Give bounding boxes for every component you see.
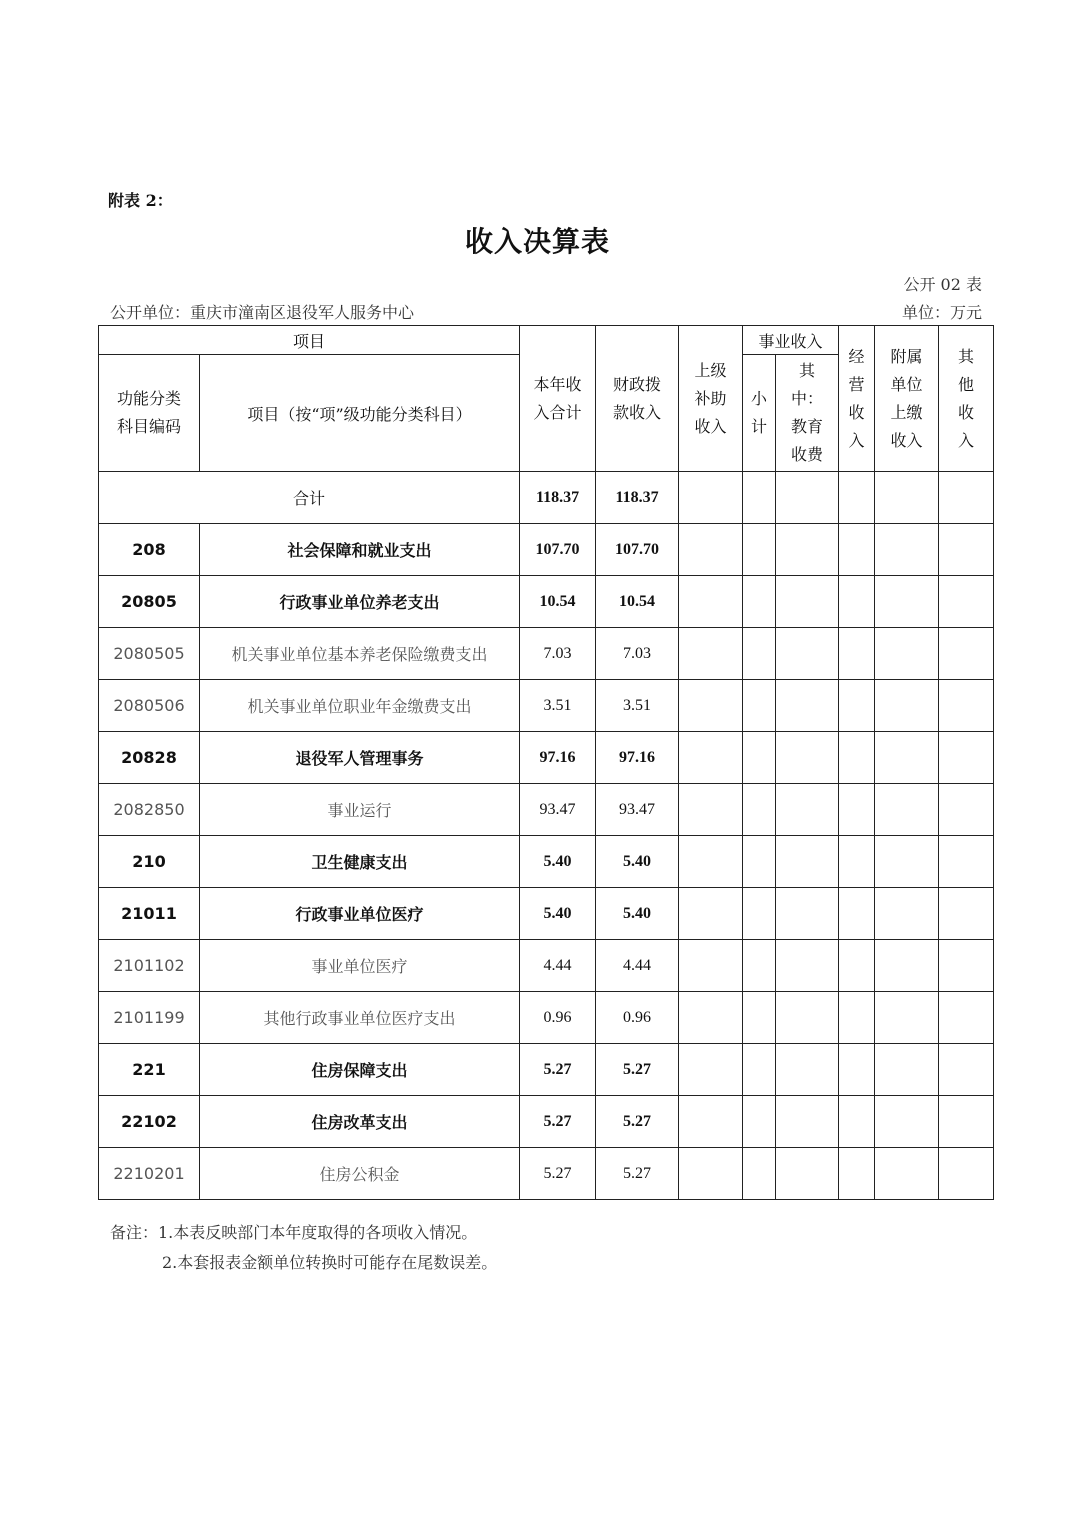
- empty-cell: [875, 940, 939, 992]
- empty-cell: [875, 732, 939, 784]
- project-name-cell: 行政事业单位医疗: [200, 888, 520, 940]
- empty-cell: [679, 628, 743, 680]
- empty-cell: [743, 1044, 776, 1096]
- project-name-cell: 行政事业单位养老支出: [200, 576, 520, 628]
- empty-cell: [776, 888, 839, 940]
- fiscal-allocation-cell: 3.51: [596, 680, 679, 732]
- empty-cell: [679, 732, 743, 784]
- empty-cell: [776, 576, 839, 628]
- data-rows: [99, 524, 994, 1200]
- empty-cell: [679, 472, 743, 524]
- header-total-income: [520, 326, 596, 472]
- empty-cell: [776, 732, 839, 784]
- empty-cell: [743, 472, 776, 524]
- currency-unit: 单位：万元: [901, 303, 982, 322]
- empty-cell: [776, 472, 839, 524]
- header-function-code-text: 功能分类科目编码: [116, 389, 181, 436]
- empty-cell: [875, 836, 939, 888]
- fiscal-allocation-cell: 5.27: [596, 1148, 679, 1200]
- function-code-cell: 2101102: [99, 940, 200, 992]
- fiscal-allocation-cell: 10.54: [596, 576, 679, 628]
- header-total-income-text: 本年收入合计: [533, 374, 582, 422]
- function-code-cell: 22102: [99, 1096, 200, 1148]
- header-superior-subsidy: [679, 326, 743, 472]
- empty-cell: [839, 888, 875, 940]
- empty-cell: [776, 628, 839, 680]
- empty-cell: [743, 732, 776, 784]
- empty-cell: [743, 940, 776, 992]
- function-code-cell: 2101199: [99, 992, 200, 1044]
- empty-cell: [743, 524, 776, 576]
- function-code-cell: 20805: [99, 576, 200, 628]
- table-row: [99, 524, 994, 576]
- empty-cell: [743, 680, 776, 732]
- empty-cell: [839, 524, 875, 576]
- empty-cell: [776, 1096, 839, 1148]
- empty-cell: [939, 836, 994, 888]
- total-fiscal-value: 118.37: [596, 472, 679, 524]
- empty-cell: [875, 680, 939, 732]
- table-row: [99, 1096, 994, 1148]
- fiscal-allocation-cell: 5.27: [596, 1044, 679, 1096]
- empty-cell: [939, 992, 994, 1044]
- function-code-cell: 221: [99, 1044, 200, 1096]
- empty-cell: [939, 732, 994, 784]
- empty-cell: [776, 784, 839, 836]
- function-code-cell: 2082850: [99, 784, 200, 836]
- total-income-cell: 7.03: [520, 628, 596, 680]
- attachment-label: 附表 2：: [108, 191, 173, 210]
- total-income-cell: 5.27: [520, 1096, 596, 1148]
- table-row: [99, 940, 994, 992]
- table-row: [99, 784, 994, 836]
- empty-cell: [939, 472, 994, 524]
- fiscal-allocation-cell: 107.70: [596, 524, 679, 576]
- project-name-cell: 机关事业单位职业年金缴费支出: [200, 680, 520, 732]
- header-subtotal-text: 小计: [751, 389, 768, 436]
- fiscal-allocation-cell: 97.16: [596, 732, 679, 784]
- empty-cell: [839, 576, 875, 628]
- empty-cell: [875, 472, 939, 524]
- project-name-cell: 事业运行: [200, 784, 520, 836]
- empty-cell: [875, 888, 939, 940]
- total-income-cell: 3.51: [520, 680, 596, 732]
- page-title: 收入决算表: [464, 225, 610, 258]
- empty-cell: [776, 524, 839, 576]
- empty-cell: [875, 524, 939, 576]
- header-superior-subsidy-text: 上级补助收入: [694, 360, 727, 436]
- header-operating-income: [839, 326, 875, 472]
- empty-cell: [839, 732, 875, 784]
- header-fiscal-allocation: [596, 326, 679, 472]
- function-code-cell: 2210201: [99, 1148, 200, 1200]
- empty-cell: [839, 472, 875, 524]
- header-project: 项目: [99, 326, 520, 355]
- empty-cell: [776, 940, 839, 992]
- empty-cell: [776, 680, 839, 732]
- fiscal-allocation-cell: 5.27: [596, 1096, 679, 1148]
- table-row: [99, 732, 994, 784]
- total-income-cell: 93.47: [520, 784, 596, 836]
- function-code-cell: 21011: [99, 888, 200, 940]
- total-income-cell: 5.27: [520, 1148, 596, 1200]
- header-business-income: 事业收入: [743, 326, 839, 355]
- empty-cell: [679, 576, 743, 628]
- empty-cell: [839, 1148, 875, 1200]
- empty-cell: [776, 992, 839, 1044]
- total-income-cell: 5.27: [520, 1044, 596, 1096]
- table-row: [99, 576, 994, 628]
- fiscal-allocation-cell: 4.44: [596, 940, 679, 992]
- function-code-cell: 210: [99, 836, 200, 888]
- table-header: [99, 326, 994, 472]
- header-affiliated-units-text: 附属单位上缴收入: [890, 346, 923, 450]
- empty-cell: [875, 992, 939, 1044]
- empty-cell: [875, 1148, 939, 1200]
- project-name-cell: 住房公积金: [200, 1148, 520, 1200]
- empty-cell: [875, 1044, 939, 1096]
- header-project-item: 项目（按“项”级功能分类科目）: [200, 355, 520, 472]
- empty-cell: [875, 784, 939, 836]
- empty-cell: [875, 628, 939, 680]
- empty-cell: [839, 940, 875, 992]
- header-education-fees: [776, 355, 839, 472]
- empty-cell: [839, 1096, 875, 1148]
- reporting-unit: 公开单位：重庆市潼南区退役军人服务中心: [110, 303, 415, 322]
- empty-cell: [939, 784, 994, 836]
- empty-cell: [939, 1148, 994, 1200]
- header-subtotal: [743, 355, 776, 472]
- table-row: [99, 1044, 994, 1096]
- empty-cell: [679, 888, 743, 940]
- total-income-cell: 10.54: [520, 576, 596, 628]
- table-row: [99, 680, 994, 732]
- total-row: [99, 472, 994, 524]
- table-row: [99, 836, 994, 888]
- empty-cell: [939, 680, 994, 732]
- empty-cell: [776, 1148, 839, 1200]
- income-table: [98, 325, 994, 1200]
- header-other-income-text: 其他收入: [958, 346, 975, 450]
- empty-cell: [679, 1044, 743, 1096]
- empty-cell: [939, 1044, 994, 1096]
- empty-cell: [839, 784, 875, 836]
- empty-cell: [939, 888, 994, 940]
- empty-cell: [743, 628, 776, 680]
- empty-cell: [679, 1148, 743, 1200]
- empty-cell: [939, 1096, 994, 1148]
- empty-cell: [743, 784, 776, 836]
- project-name-cell: 卫生健康支出: [200, 836, 520, 888]
- form-number: 公开 02 表: [903, 275, 982, 294]
- total-income-cell: 5.40: [520, 888, 596, 940]
- empty-cell: [743, 1096, 776, 1148]
- empty-cell: [743, 1148, 776, 1200]
- project-name-cell: 机关事业单位基本养老保险缴费支出: [200, 628, 520, 680]
- header-education-fees-text: 其中：教育收费: [791, 361, 824, 464]
- total-income-cell: 97.16: [520, 732, 596, 784]
- empty-cell: [743, 888, 776, 940]
- project-name-cell: 事业单位医疗: [200, 940, 520, 992]
- total-income-cell: 4.44: [520, 940, 596, 992]
- empty-cell: [776, 1044, 839, 1096]
- empty-cell: [743, 576, 776, 628]
- table-row: [99, 628, 994, 680]
- project-name-cell: 住房保障支出: [200, 1044, 520, 1096]
- function-code-cell: 20828: [99, 732, 200, 784]
- empty-cell: [679, 784, 743, 836]
- project-name-cell: 住房改革支出: [200, 1096, 520, 1148]
- empty-cell: [743, 836, 776, 888]
- header-other-income: [939, 326, 994, 472]
- notes: [110, 1218, 497, 1278]
- fiscal-allocation-cell: 5.40: [596, 888, 679, 940]
- fiscal-allocation-cell: 93.47: [596, 784, 679, 836]
- fiscal-allocation-cell: 5.40: [596, 836, 679, 888]
- total-income-cell: 107.70: [520, 524, 596, 576]
- function-code-cell: 2080505: [99, 628, 200, 680]
- project-name-cell: 社会保障和就业支出: [200, 524, 520, 576]
- empty-cell: [839, 628, 875, 680]
- table-row: [99, 992, 994, 1044]
- empty-cell: [939, 524, 994, 576]
- empty-cell: [839, 992, 875, 1044]
- empty-cell: [839, 1044, 875, 1096]
- total-income-cell: 0.96: [520, 992, 596, 1044]
- total-income-value: 118.37: [520, 472, 596, 524]
- empty-cell: [939, 940, 994, 992]
- empty-cell: [939, 628, 994, 680]
- empty-cell: [679, 524, 743, 576]
- header-affiliated-units: [875, 326, 939, 472]
- function-code-cell: 2080506: [99, 680, 200, 732]
- fiscal-allocation-cell: 0.96: [596, 992, 679, 1044]
- table-row: [99, 888, 994, 940]
- empty-cell: [679, 992, 743, 1044]
- header-function-code: [99, 355, 200, 472]
- note-line-1: 备注：1.本表反映部门本年度取得的各项收入情况。: [110, 1223, 478, 1242]
- table-row: [99, 1148, 994, 1200]
- total-label: 合计: [99, 472, 520, 524]
- empty-cell: [839, 836, 875, 888]
- header-fiscal-allocation-text: 财政拨款收入: [613, 374, 662, 422]
- empty-cell: [875, 576, 939, 628]
- total-income-cell: 5.40: [520, 836, 596, 888]
- empty-cell: [939, 576, 994, 628]
- empty-cell: [875, 1096, 939, 1148]
- table-body: [99, 472, 994, 524]
- project-name-cell: 其他行政事业单位医疗支出: [200, 992, 520, 1044]
- project-name-cell: 退役军人管理事务: [200, 732, 520, 784]
- empty-cell: [679, 940, 743, 992]
- fiscal-allocation-cell: 7.03: [596, 628, 679, 680]
- empty-cell: [679, 1096, 743, 1148]
- empty-cell: [776, 836, 839, 888]
- empty-cell: [839, 680, 875, 732]
- empty-cell: [679, 836, 743, 888]
- header-operating-income-text: 经营收入: [848, 346, 865, 450]
- function-code-cell: 208: [99, 524, 200, 576]
- empty-cell: [679, 680, 743, 732]
- note-line-2: 2.本套报表金额单位转换时可能存在尾数误差。: [162, 1253, 498, 1272]
- empty-cell: [743, 992, 776, 1044]
